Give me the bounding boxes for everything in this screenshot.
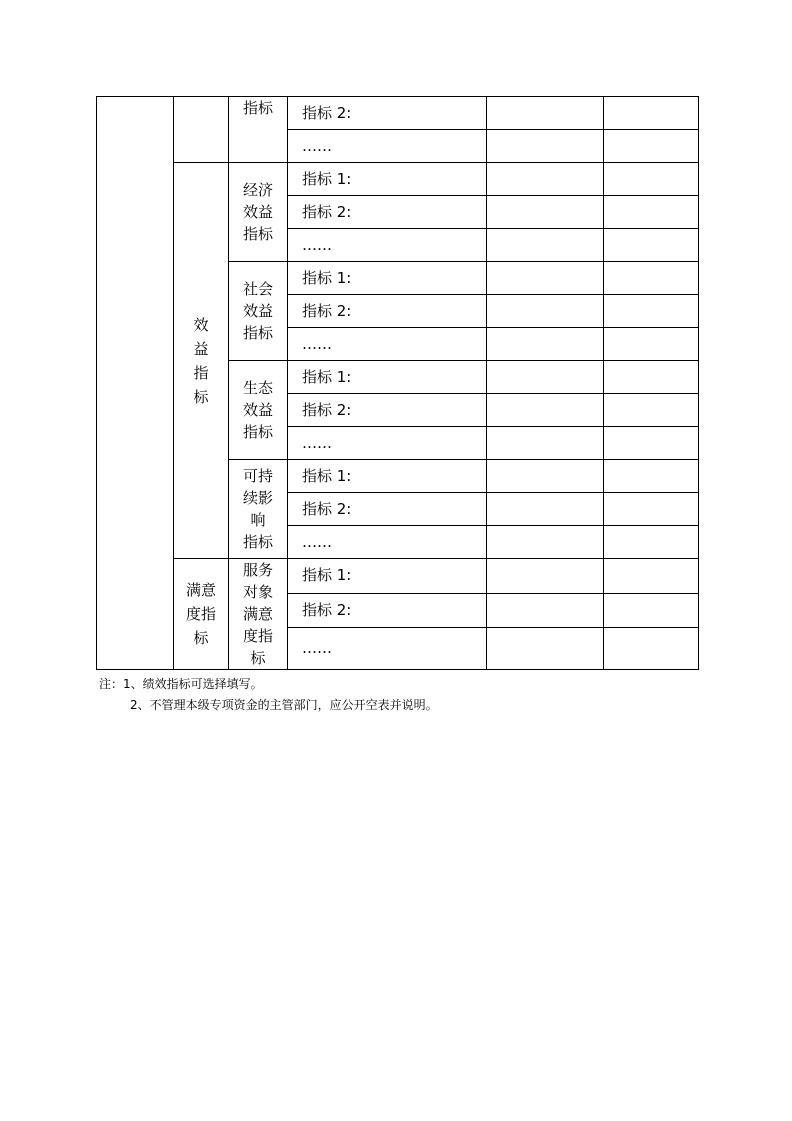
indicator-name-cell: …… <box>288 526 487 559</box>
first-level-indicator-cell <box>97 97 174 670</box>
target-value-cell[interactable] <box>487 593 604 628</box>
actual-value-cell[interactable] <box>604 493 699 526</box>
satisfaction-indicator-label: 满意 度指 标 <box>174 559 229 670</box>
target-value-cell[interactable] <box>487 262 604 295</box>
target-value-cell[interactable] <box>487 628 604 670</box>
actual-value-cell[interactable] <box>604 130 699 163</box>
target-value-cell[interactable] <box>487 130 604 163</box>
actual-value-cell[interactable] <box>604 229 699 262</box>
indicator-name-cell: 指标 2: <box>288 493 487 526</box>
target-value-cell[interactable] <box>487 295 604 328</box>
indicator-name-cell: 指标 2: <box>288 295 487 328</box>
target-value-cell[interactable] <box>487 163 604 196</box>
actual-value-cell[interactable] <box>604 361 699 394</box>
actual-value-cell[interactable] <box>604 328 699 361</box>
target-value-cell[interactable] <box>487 328 604 361</box>
target-value-cell[interactable] <box>487 559 604 594</box>
indicator-name-cell: 指标 1: <box>288 262 487 295</box>
indicator-name-cell: 指标 2: <box>288 593 487 628</box>
indicator-name-cell: …… <box>288 229 487 262</box>
actual-value-cell[interactable] <box>604 262 699 295</box>
target-value-cell[interactable] <box>487 229 604 262</box>
indicator-name-cell: 指标 1: <box>288 361 487 394</box>
social-benefit-label: 社会 效益 指标 <box>229 262 288 361</box>
indicator-name-cell: 指标 1: <box>288 559 487 594</box>
indicator-name-cell: 指标 2: <box>288 97 487 130</box>
actual-value-cell[interactable] <box>604 427 699 460</box>
target-value-cell[interactable] <box>487 427 604 460</box>
actual-value-cell[interactable] <box>604 196 699 229</box>
target-value-cell[interactable] <box>487 97 604 130</box>
actual-value-cell[interactable] <box>604 593 699 628</box>
target-value-cell[interactable] <box>487 361 604 394</box>
actual-value-cell[interactable] <box>604 460 699 493</box>
actual-value-cell[interactable] <box>604 628 699 670</box>
indicator-name-cell: 指标 1: <box>288 460 487 493</box>
ecological-benefit-label: 生态 效益 指标 <box>229 361 288 460</box>
indicator-name-cell: …… <box>288 628 487 670</box>
economic-benefit-label: 经济 效益 指标 <box>229 163 288 262</box>
target-value-cell[interactable] <box>487 196 604 229</box>
actual-value-cell[interactable] <box>604 559 699 594</box>
second-level-indicator-cell <box>174 97 229 163</box>
note-line-1: 注：1、绩效指标可选择填写。 <box>99 677 263 691</box>
actual-value-cell[interactable] <box>604 394 699 427</box>
sustainability-impact-label: 可持 续影 响 指标 <box>229 460 288 559</box>
actual-value-cell[interactable] <box>604 97 699 130</box>
indicator-name-cell: …… <box>288 130 487 163</box>
target-value-cell[interactable] <box>487 493 604 526</box>
third-level-label-fragment: 指标 <box>229 97 288 163</box>
indicator-name-cell: …… <box>288 427 487 460</box>
indicator-name-cell: …… <box>288 328 487 361</box>
service-target-satisfaction-label: 服务 对象 满意 度指 标 <box>229 559 288 670</box>
target-value-cell[interactable] <box>487 460 604 493</box>
indicator-name-cell: 指标 2: <box>288 196 487 229</box>
indicator-name-cell: 指标 2: <box>288 394 487 427</box>
benefit-indicator-label: 效 益 指 标 <box>174 163 229 559</box>
actual-value-cell[interactable] <box>604 163 699 196</box>
target-value-cell[interactable] <box>487 526 604 559</box>
target-value-cell[interactable] <box>487 394 604 427</box>
indicator-name-cell: 指标 1: <box>288 163 487 196</box>
actual-value-cell[interactable] <box>604 295 699 328</box>
actual-value-cell[interactable] <box>604 526 699 559</box>
performance-indicator-table <box>96 96 699 670</box>
note-line-2: 2、不管理本级专项资金的主管部门，应公开空表并说明。 <box>130 698 438 712</box>
